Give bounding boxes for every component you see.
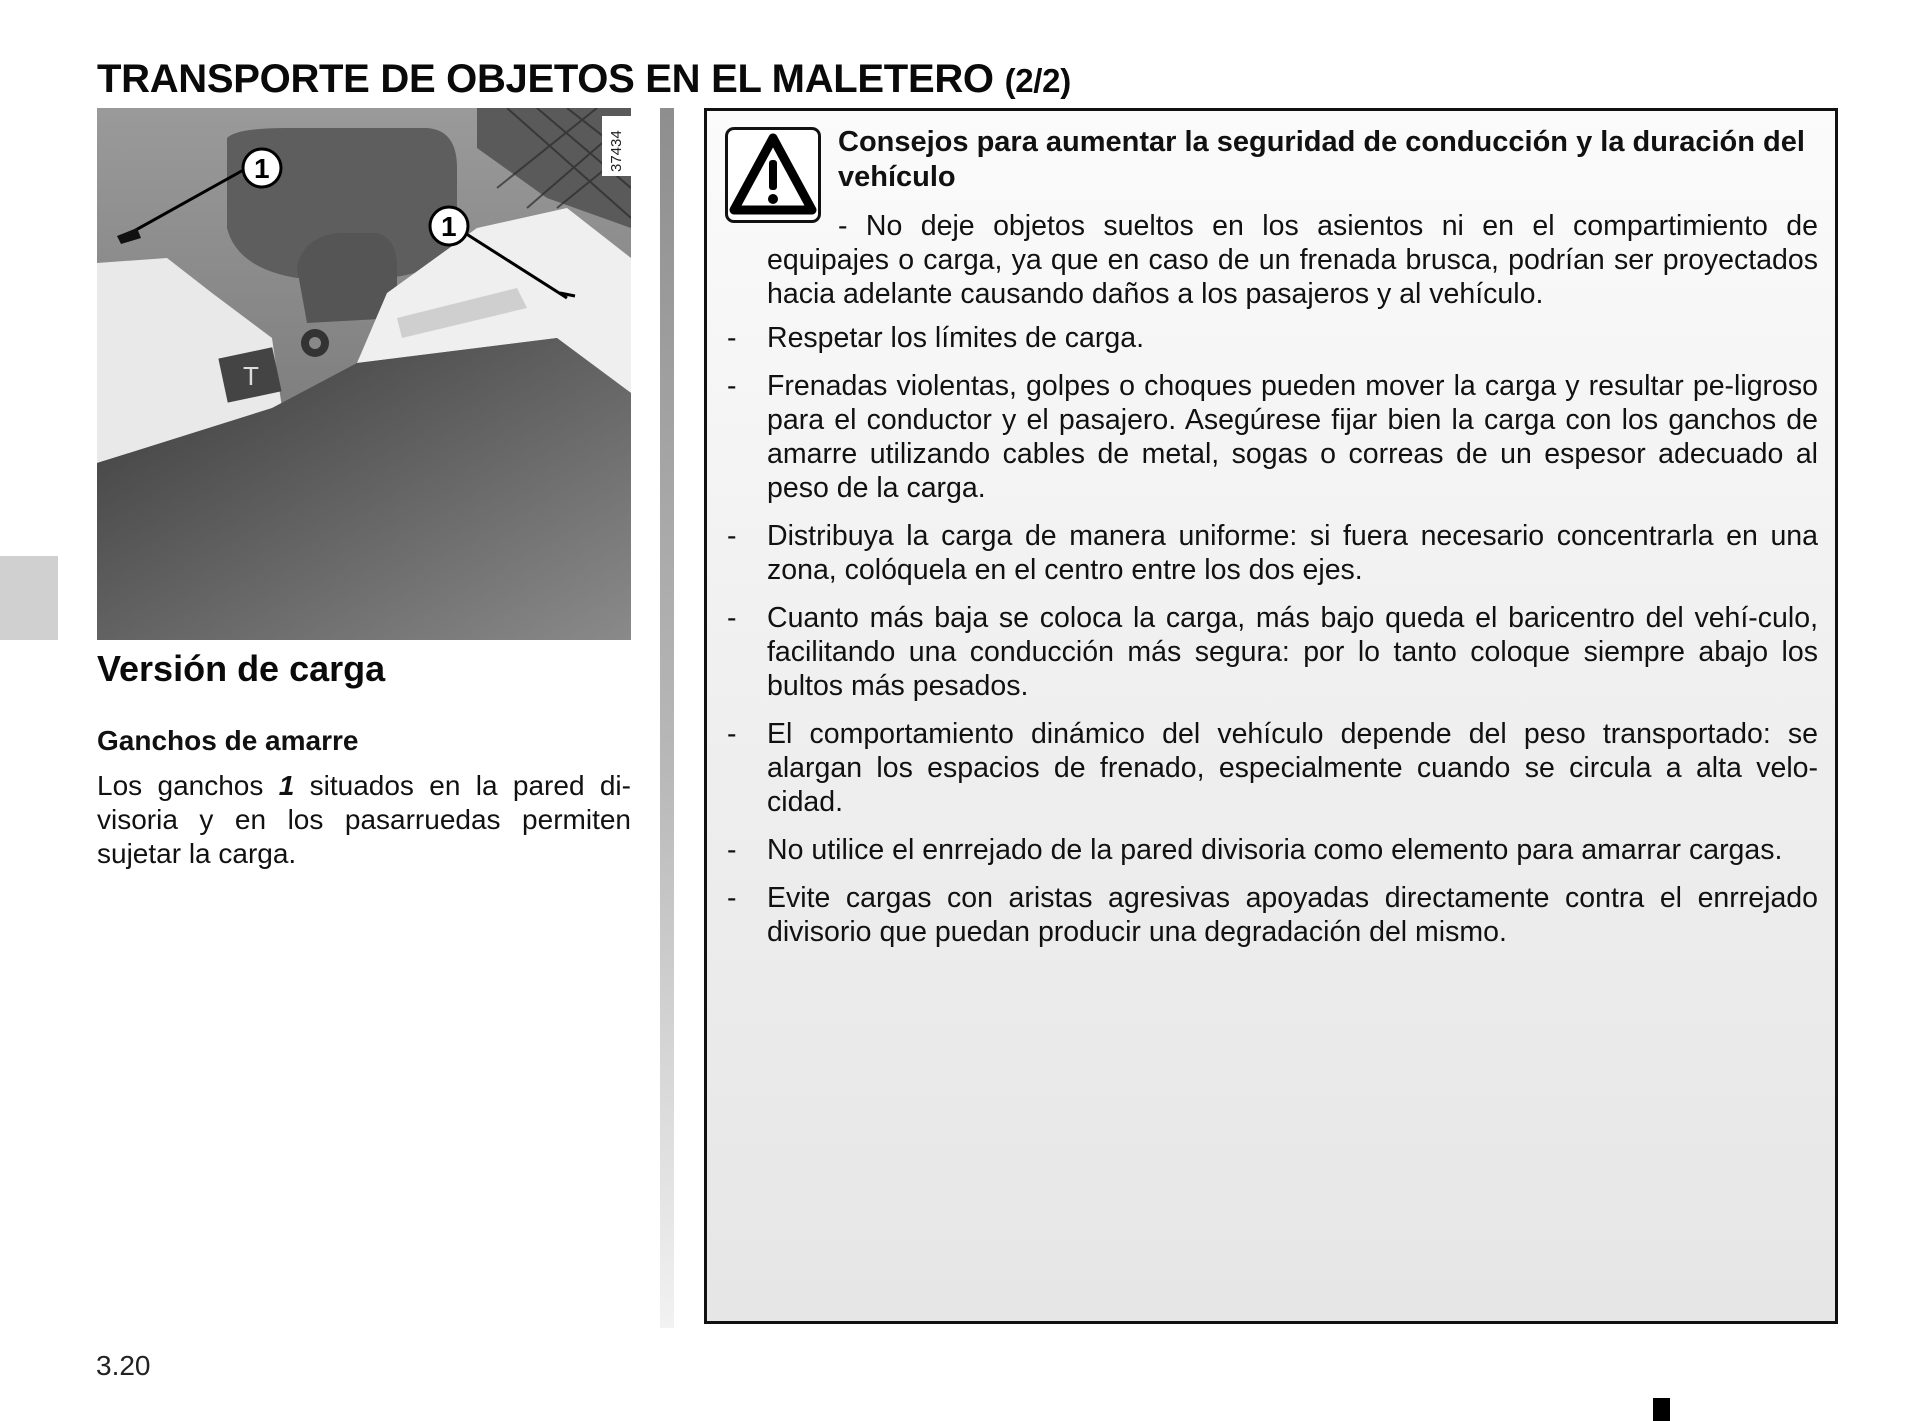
warning-item-text: El comportamiento dinámico del vehículo depende del peso transportado: se alargan los espacios de frenado, especialmente cuando se circula a alta velo-cidad. [767, 718, 1818, 818]
warning-list-item [727, 717, 1818, 819]
left-column [97, 645, 631, 871]
warning-item-text: Cuanto más baja se coloca la carga, más bajo queda el baricentro del vehí-culo, facilitando una conducción más segura: por lo tanto coloque siempre abajo los bultos más pesados. [767, 602, 1818, 702]
warning-item-text: Evite cargas con aristas agresivas apoyadas directamente contra el enrrejado divisorio que puedan producir una degradación del mismo. [767, 882, 1818, 948]
warning-list-item [727, 833, 1818, 867]
column-divider-bar [660, 108, 674, 1328]
page-title [97, 57, 1071, 102]
warning-title: Consejos para aumentar la seguridad de conducción y la duración del vehículo [838, 126, 1805, 193]
dash-bullet: - [727, 882, 737, 914]
page-title-part: (2/2) [1004, 61, 1071, 99]
dash-bullet: - [727, 322, 737, 354]
warning-first-item [767, 209, 1818, 311]
callout-reference: 1 [278, 770, 295, 801]
cargo-hooks-figure [97, 108, 631, 640]
warning-list-item [727, 519, 1818, 587]
page-number: 3.20 [96, 1350, 151, 1381]
warning-item-text: Distribuya la carga de manera uniforme: si fuera necesario concentrarla en una zona, colóquela en el centro entre los dos ejes. [767, 520, 1818, 586]
warning-list-item [727, 601, 1818, 703]
cargo-area-photo [97, 108, 631, 640]
svg-text:1: 1 [441, 211, 457, 242]
warning-list-item [727, 369, 1818, 505]
svg-text:T: T [243, 361, 259, 391]
section-heading: Versión de carga [97, 648, 386, 689]
paragraph-text: situados en la pared di-visoria y en los pasarruedas permiten sujetar la carga. [97, 770, 631, 869]
warning-list-item [727, 881, 1818, 949]
page-title-text: TRANSPORTE DE OBJETOS EN EL MALETERO [97, 56, 994, 101]
figure-reference-number: 37434 [608, 130, 625, 172]
dash-bullet: - [727, 602, 737, 634]
dash-bullet: - [727, 718, 737, 750]
svg-text:1: 1 [254, 153, 270, 184]
warning-first-item-text: - No deje objetos sueltos en los asientos ni en el compartimiento de equipajes o carga, ya que en caso de un frenada brusca, podrían ser proyectados hacia adelante causando daños a los pasajeros y al vehículo. [767, 210, 1818, 310]
sub-heading: Ganchos de amarre [97, 725, 359, 756]
dash-bullet: - [727, 834, 737, 866]
warning-item-text: No utilice el enrrejado de la pared divisoria como elemento para amarrar cargas. [767, 834, 1783, 866]
dash-bullet: - [727, 370, 737, 402]
warning-item-text: Frenadas violentas, golpes o choques pueden mover la carga y resultar pe-ligroso para el conductor y el pasajero. Asegúrese fijar bien la carga con los ganchos de amarre utilizando cables de metal, sogas o correas de un espesor adecuado al peso de la carga. [767, 370, 1818, 504]
page-edge-marker [1653, 1398, 1670, 1421]
paragraph-text: Los ganchos [97, 770, 279, 801]
safety-warning-box [704, 108, 1838, 1324]
warning-item-text: Respetar los límites de carga. [767, 322, 1144, 354]
hooks-description [97, 769, 631, 871]
warning-list [727, 321, 1818, 963]
warning-list-item [727, 321, 1818, 355]
dash-bullet: - [727, 520, 737, 552]
chapter-tab-marker [0, 556, 58, 640]
